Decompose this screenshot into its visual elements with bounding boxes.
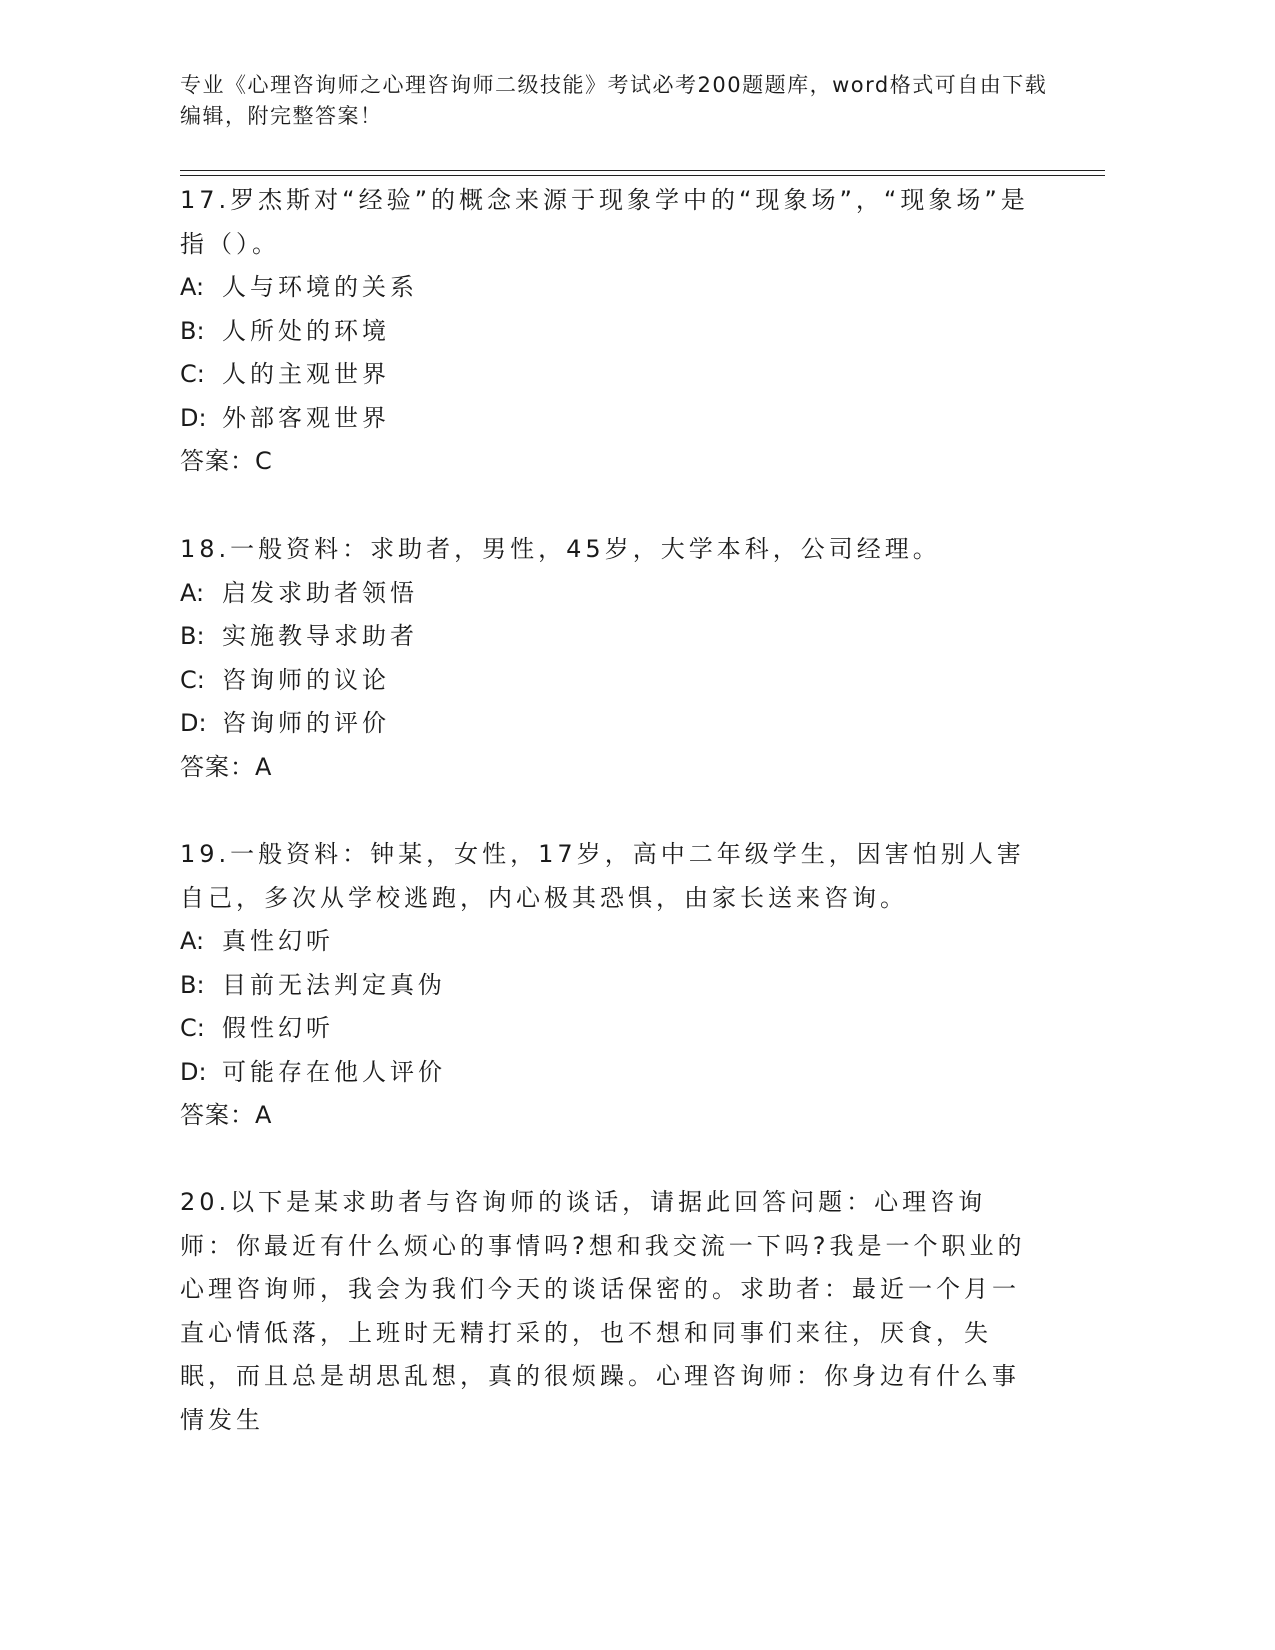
option-letter: A: [180, 578, 205, 607]
option-letter: C: [180, 360, 205, 388]
option-text: 人的主观世界 [222, 360, 390, 388]
answer-line [180, 746, 1040, 790]
option-text: 可能存在他人评价 [222, 1057, 446, 1086]
option-letter: C: [180, 1014, 205, 1042]
option-d [180, 1051, 1040, 1095]
answer-line [180, 1094, 1040, 1138]
option-c [180, 659, 1040, 703]
option-a [180, 572, 1040, 616]
option-b [180, 615, 1040, 659]
option-text: 人所处的环境 [222, 316, 390, 345]
option-text: 启发求助者领悟 [222, 578, 418, 607]
option-letter: C: [180, 665, 205, 694]
answer-line [180, 440, 1040, 484]
option-c [180, 1007, 1040, 1051]
option-text: 人与环境的关系 [222, 273, 418, 301]
question-20 [180, 1181, 1040, 1442]
option-text: 目前无法判定真伪 [222, 970, 446, 999]
option-letter: B: [180, 316, 205, 345]
option-text: 实施教导求助者 [222, 622, 418, 650]
option-text: 假性幻听 [222, 1014, 334, 1042]
question-stem: 18.一般资料：求助者，男性，45岁，大学本科，公司经理。 [180, 535, 941, 563]
option-c [180, 353, 1040, 397]
answer-label: 答案： [180, 1101, 255, 1129]
question-19 [180, 833, 1040, 1138]
option-letter: A: [180, 927, 205, 955]
question-stem: 17.罗杰斯对“经验”的概念来源于现象学中的“现象场”，“现象场”是指（）。 [180, 186, 1029, 258]
option-a [180, 266, 1040, 310]
option-b [180, 310, 1040, 354]
option-letter: B: [180, 622, 205, 650]
option-text: 外部客观世界 [222, 403, 390, 432]
answer-value: C [255, 447, 273, 475]
option-letter: B: [180, 970, 205, 999]
option-text: 咨询师的议论 [222, 665, 390, 694]
answer-value: A [255, 752, 273, 781]
option-letter: D: [180, 403, 207, 432]
answer-label: 答案： [180, 447, 255, 475]
option-letter: D: [180, 709, 207, 737]
option-a [180, 920, 1040, 964]
document-header [180, 70, 1060, 132]
question-stem: 19.一般资料：钟某，女性，17岁，高中二年级学生，因害怕别人害自己，多次从学校逃跑，内心极其恐惧，由家长送来咨询。 [180, 840, 1025, 912]
header-text: 专业《心理咨询师之心理咨询师二级技能》考试必考200题题库，word格式可自由下载编辑，附完整答案！ [180, 73, 1048, 128]
answer-value: A [255, 1101, 273, 1129]
header-divider-top [180, 170, 1105, 171]
question-stem: 20.以下是某求助者与咨询师的谈话，请据此回答问题：心理咨询师：你最近有什么烦心的事情吗?想和我交流一下吗?我是一个职业的心理咨询师，我会为我们今天的谈话保密的。求助者：最近一个月一直心情低落，上班时无精打采的，也不想和同事们来往，厌食，失眠，而且总是胡思乱想，真的很烦躁。心理咨询师：你身边有什么事情发生 [180, 1188, 1026, 1434]
question-18 [180, 528, 1040, 789]
question-17 [180, 179, 1040, 484]
option-b [180, 964, 1040, 1008]
answer-label: 答案： [180, 752, 255, 781]
option-text: 咨询师的评价 [222, 709, 390, 737]
option-text: 真性幻听 [222, 927, 334, 955]
option-letter: A: [180, 273, 205, 301]
option-letter: D: [180, 1057, 207, 1086]
option-d [180, 702, 1040, 746]
option-d [180, 397, 1040, 441]
header-divider-bottom [180, 175, 1105, 176]
